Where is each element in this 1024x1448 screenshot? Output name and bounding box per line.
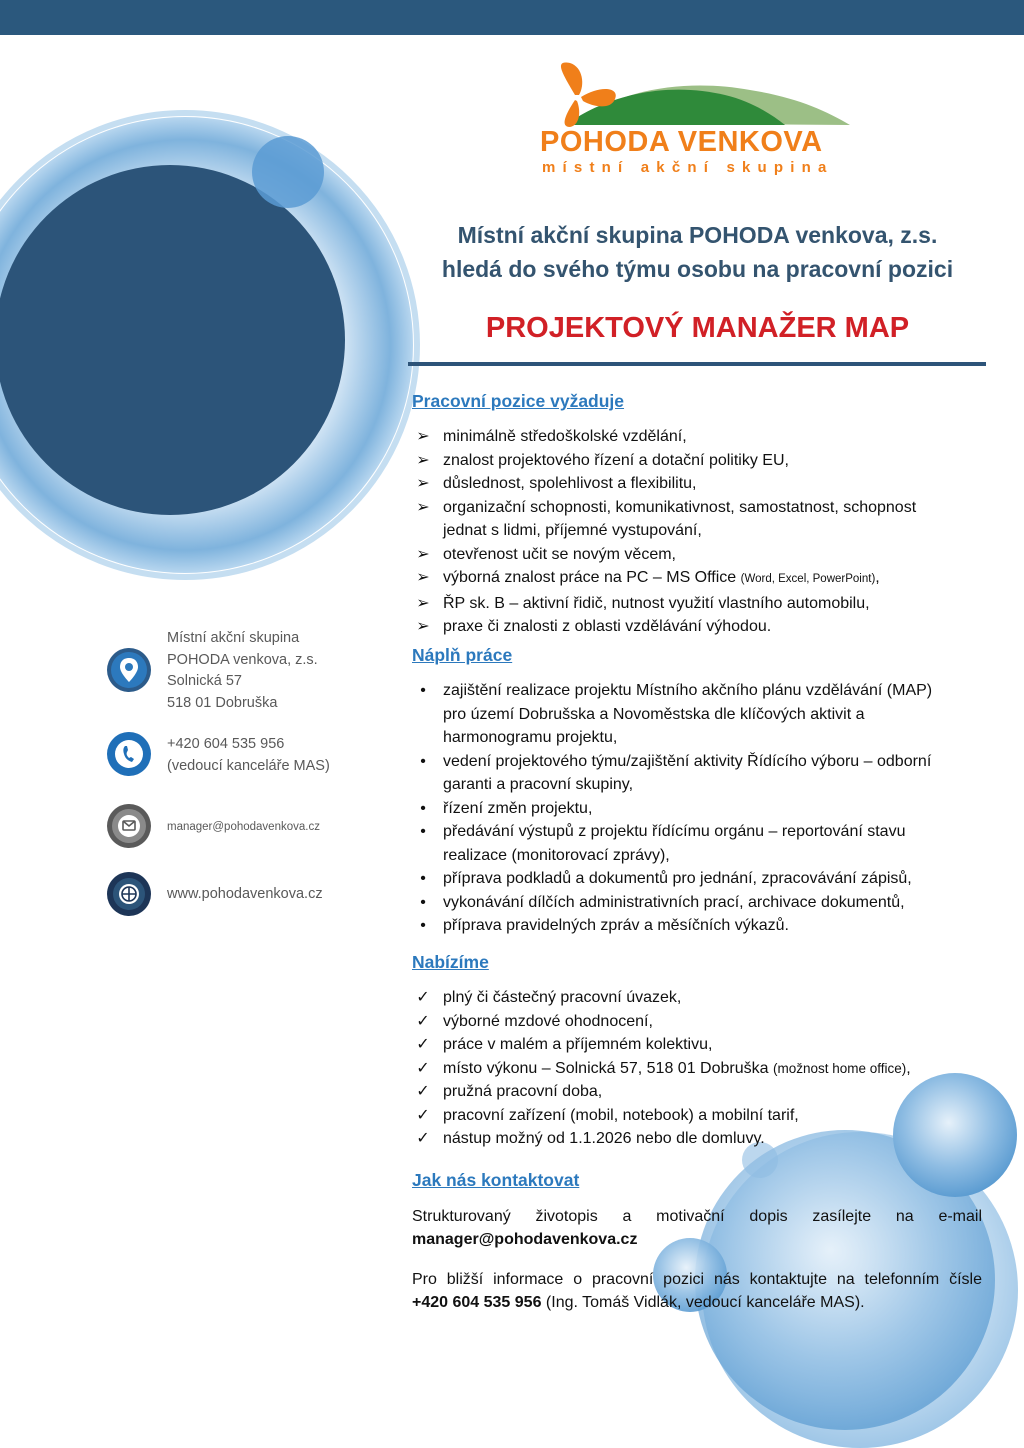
arrow-bullet-icon: ➢ bbox=[416, 618, 430, 635]
arrow-bullet-icon: ➢ bbox=[416, 475, 430, 492]
section-heading-requirements: Pracovní pozice vyžaduje bbox=[412, 391, 625, 411]
checkmark-icon: ✓ bbox=[416, 1036, 430, 1053]
arrow-bullet-icon: ➢ bbox=[416, 545, 430, 563]
list-item: ✓ plný či částečný pracovní úvazek, bbox=[412, 986, 987, 1010]
phone-icon bbox=[106, 731, 152, 777]
bullet-dot-icon: • bbox=[420, 823, 426, 840]
requirements-list bbox=[412, 425, 987, 639]
arrow-bullet-icon: ➢ bbox=[416, 594, 430, 612]
contact-phone-line: +420 604 535 956 (Ing. Tomáš Vidlák, vedoucí kanceláře MAS). bbox=[412, 1294, 865, 1311]
sidebar-phone: +420 604 535 956 (vedoucí kanceláře MAS) bbox=[167, 736, 330, 774]
email-icon bbox=[106, 803, 152, 849]
heading-line-2: hledá do svého týmu osobu na pracovní pozici bbox=[441, 256, 954, 282]
list-item: ➢ praxe či znalosti z oblasti vzdělávání výhodou. bbox=[412, 615, 987, 639]
list-item-continued: harmonogramu projektu, bbox=[443, 729, 618, 746]
contact-paragraph-1-line: Strukturovaný životopis a motivační dopis zasílejte na e-mail bbox=[412, 1208, 982, 1225]
checkmark-icon: ✓ bbox=[416, 1130, 430, 1147]
web-icon bbox=[106, 871, 152, 917]
sidebar-address: Místní akční skupina POHODA venkova, z.s. Solnická 57 518 01 Dobruška bbox=[167, 630, 318, 711]
list-item: • předávání výstupů z projektu řídícímu orgánu – reportování stavu bbox=[412, 820, 987, 844]
list-item-continued: realizace (monitorovací zprávy), bbox=[443, 846, 670, 864]
list-item: ✓ výborné mzdové ohodnocení, bbox=[412, 1010, 987, 1034]
section-heading-contact: Jak nás kontaktovat bbox=[412, 1170, 580, 1190]
list-item-continued: pro území Dobrušska a Novoměstska dle klíčových aktivit a bbox=[443, 705, 865, 723]
location-icon bbox=[106, 647, 152, 693]
job-title: PROJEKTOVÝ MANAŽER MAP bbox=[485, 312, 910, 344]
list-item: ✓ místo výkonu – Solnická 57, 518 01 Dobruška (možnost home office), bbox=[412, 1057, 987, 1081]
list-item: ➢ minimálně středoškolské vzdělání, bbox=[412, 425, 987, 449]
checkmark-icon: ✓ bbox=[416, 989, 430, 1006]
list-item: ➢ ŘP sk. B – aktivní řidič, nutnost využití vlastního automobilu, bbox=[412, 592, 987, 616]
divider bbox=[408, 362, 986, 366]
bullet-dot-icon: • bbox=[420, 752, 426, 770]
list-item: • vedení projektového týmu/zajištění aktivity Řídícího výboru – odborní bbox=[412, 750, 987, 774]
contact-phone[interactable]: +420 604 535 956 bbox=[412, 1294, 542, 1311]
section-heading-offer: Nabízíme bbox=[412, 952, 489, 972]
list-item: ➢ výborná znalost práce na PC – MS Office (Word, Excel, PowerPoint), bbox=[412, 566, 987, 592]
list-item: • řízení změn projektu, bbox=[412, 797, 987, 821]
list-item: ✓ pružná pracovní doba, bbox=[412, 1080, 987, 1104]
bullet-dot-icon: • bbox=[420, 682, 426, 699]
list-item: • příprava pravidelných zpráv a měsíčních výkazů. bbox=[412, 914, 987, 938]
list-item-continued: jednat s lidmi, příjemné vystupování, bbox=[443, 522, 702, 539]
arrow-bullet-icon: ➢ bbox=[416, 428, 430, 445]
sidebar-email[interactable]: manager@pohodavenkova.cz bbox=[167, 821, 320, 833]
contact-email[interactable]: manager@pohodavenkova.cz bbox=[412, 1231, 638, 1248]
heading-line-1: Místní akční skupina POHODA venkova, z.s. bbox=[457, 222, 938, 248]
logo-name: POHODA VENKOVA bbox=[540, 126, 823, 158]
list-item: ➢ organizační schopnosti, komunikativnost, samostatnost, schopnost bbox=[412, 496, 987, 520]
checkmark-icon: ✓ bbox=[416, 1059, 430, 1077]
list-item: ➢ důslednost, spolehlivost a flexibilitu, bbox=[412, 472, 987, 496]
list-item: ➢ otevřenost učit se novým věcem, bbox=[412, 543, 987, 567]
list-item: ✓ práce v malém a příjemném kolektivu, bbox=[412, 1033, 987, 1057]
arrow-bullet-icon: ➢ bbox=[416, 451, 430, 469]
list-item: ✓ nástup možný od 1.1.2026 nebo dle domluvy. bbox=[412, 1127, 987, 1151]
duties-list bbox=[412, 679, 987, 938]
bullet-dot-icon: • bbox=[420, 893, 426, 911]
checkmark-icon: ✓ bbox=[416, 1106, 430, 1124]
bullet-dot-icon: • bbox=[420, 870, 426, 887]
list-item: ➢ znalost projektového řízení a dotační politiky EU, bbox=[412, 449, 987, 473]
list-item: • zajištění realizace projektu Místního akčního plánu vzdělávání (MAP) bbox=[412, 679, 987, 703]
offer-list bbox=[412, 986, 987, 1151]
checkmark-icon: ✓ bbox=[416, 1083, 430, 1100]
arrow-bullet-icon: ➢ bbox=[416, 498, 430, 516]
checkmark-icon: ✓ bbox=[416, 1012, 430, 1030]
bullet-dot-icon: • bbox=[420, 917, 426, 934]
list-item-continued: garanti a pracovní skupiny, bbox=[443, 776, 634, 793]
list-item: • vykonávání dílčích administrativních prací, archivace dokumentů, bbox=[412, 891, 987, 915]
sidebar-web[interactable]: www.pohodavenkova.cz bbox=[167, 886, 323, 902]
logo-tagline: místní akční skupina bbox=[542, 159, 834, 176]
section-heading-duties: Náplň práce bbox=[412, 645, 513, 665]
list-item: ✓ pracovní zařízení (mobil, notebook) a mobilní tarif, bbox=[412, 1104, 987, 1128]
contact-paragraph-2-line: Pro bližší informace o pracovní pozici nás kontaktujte na telefonním čísle bbox=[412, 1271, 982, 1288]
bullet-dot-icon: • bbox=[420, 799, 426, 817]
list-item: • příprava podkladů a dokumentů pro jednání, zpracovávání zápisů, bbox=[412, 867, 987, 891]
arrow-bullet-icon: ➢ bbox=[416, 569, 430, 586]
